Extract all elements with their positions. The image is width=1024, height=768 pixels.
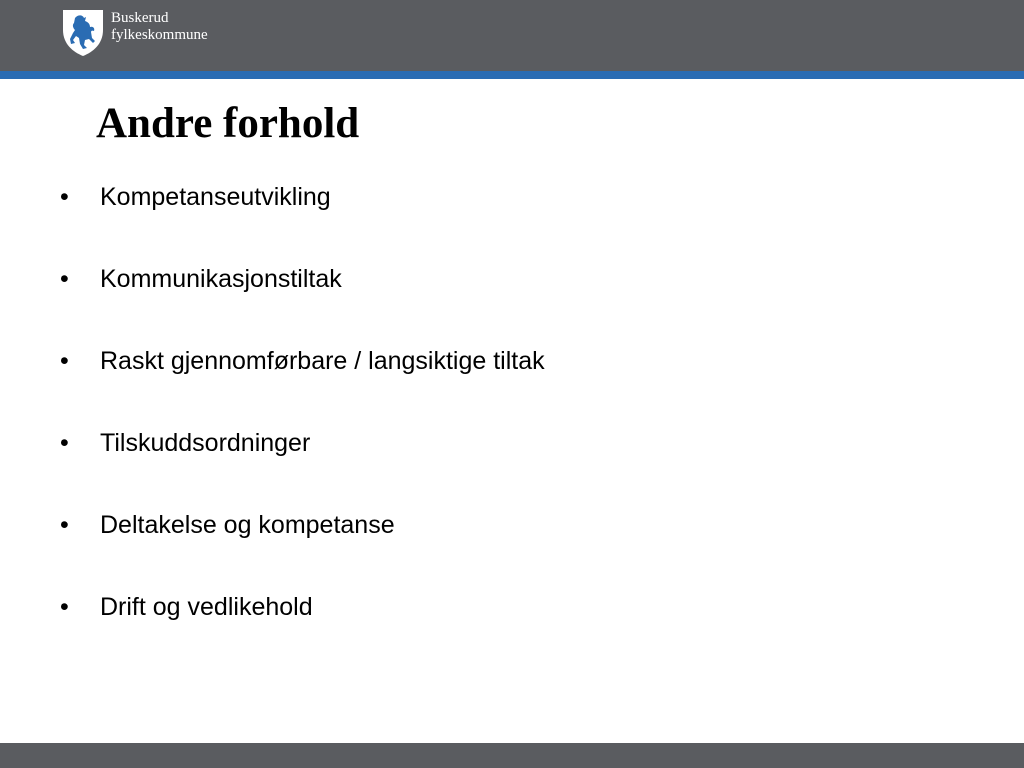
bullet-icon: • (60, 511, 69, 539)
header-bar (0, 0, 1024, 71)
bullet-icon: • (60, 183, 69, 211)
bullet-text: Tilskuddsordninger (100, 429, 311, 457)
slide-title: Andre forhold (96, 100, 360, 147)
lion-shield-icon (61, 8, 105, 58)
bullet-icon: • (60, 593, 69, 621)
logo-line-2: fylkeskommune (111, 27, 208, 43)
bullet-text: Drift og vedlikehold (100, 593, 313, 621)
logo-line-1: Buskerud (111, 10, 169, 26)
bullet-icon: • (60, 265, 69, 293)
bullet-text: Raskt gjennomførbare / langsiktige tiltak (100, 347, 545, 375)
bullet-text: Kompetanseutvikling (100, 183, 331, 211)
bullet-icon: • (60, 347, 69, 375)
bullet-icon: • (60, 429, 69, 457)
footer-bar (0, 743, 1024, 768)
bullet-text: Deltakelse og kompetanse (100, 511, 395, 539)
logo (61, 8, 241, 60)
bullet-text: Kommunikasjonstiltak (100, 265, 342, 293)
logo-text (111, 10, 208, 44)
header-accent-stripe (0, 71, 1024, 79)
